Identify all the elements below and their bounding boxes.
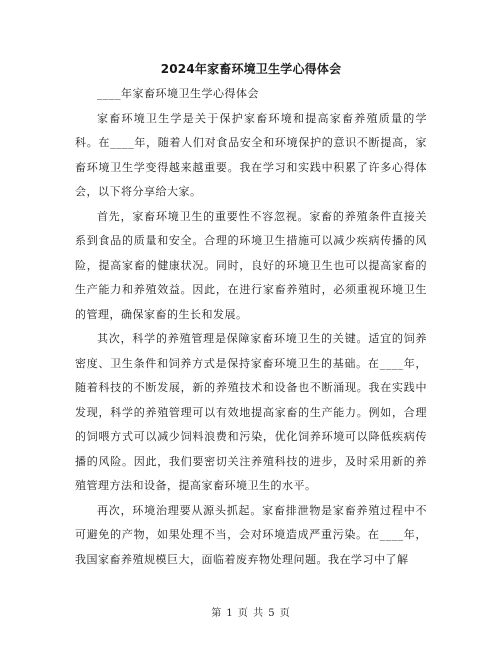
paragraph-first-point: 首先，家畜环境卫生的重要性不容忽视。家畜的养殖条件直接关系到食品的质量和安全。合理的环境卫生措施可以减少疾病传播的风险，提高家畜的健康状况。同时，良好的环境卫生也可以提高家畜的生产能力和养殖效益。因此，在进行家畜养殖时，必须重视环境卫生的管理，确保家畜的生长和发展。 [75,209,427,321]
paragraph-subtitle: ____年家畜环境卫生学心得体会 [97,87,259,100]
paragraph-intro: 家畜环境卫生学是关于保护家畜环境和提高家畜养殖质量的学科。在____年，随着人们对食品安全和环境保护的意识不断提高，家畜环境卫生学变得越来越重要。我在学习和实践中积累了许多心得体会，以下将分享给大家。 [75,111,427,198]
paragraph-third-point: 再次，环境治理要从源头抓起。家畜排泄物是家畜养殖过程中不可避免的产物，如果处理不当，会对环境造成严重污染。在____年，我国家畜养殖规模巨大，面临着废弃物处理问题。我在学习中了解 [75,503,427,566]
paragraph-second-point: 其次，科学的养殖管理是保障家畜环境卫生的关键。适宜的饲养密度、卫生条件和饲养方式是保持家畜环境卫生的基础。在____年，随着科技的不断发展，新的养殖技术和设备也不断涌现。我在实践中发现，科学的养殖管理可以有效地提高家畜的生产能力。例如，合理的饲喂方式可以减少饲料浪费和污染，优化饲养环境可以降低疾病传播的风险。因此，我们要密切关注养殖科技的进步，及时采用新的养殖管理方法和设备，提高家畜环境卫生的水平。 [75,332,427,492]
page-number-footer: 第 1 页 共 5 页 [211,608,291,619]
document-body [75,82,427,572]
document-title: 2024年家畜环境卫生学心得体会 [160,62,342,76]
